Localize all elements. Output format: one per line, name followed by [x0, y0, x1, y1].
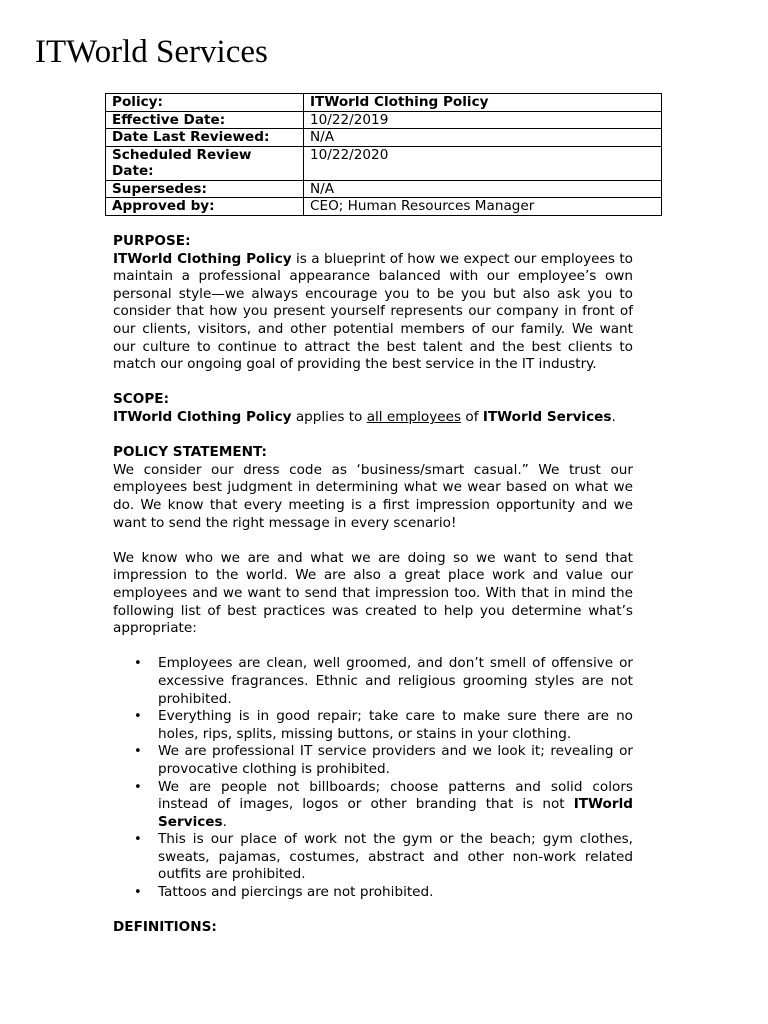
list-item-text: Everything is in good repair; take care to make sure there are no holes, rips, splits, missing buttons, or stains in your clothing. [158, 708, 633, 742]
scope-lead: ITWorld Clothing Policy [113, 409, 292, 426]
scope-heading: SCOPE: [113, 391, 170, 408]
policy-info-table [105, 93, 662, 216]
table-row [106, 129, 662, 147]
row-value: 10/22/2020 [304, 146, 662, 180]
bullet-icon: • [134, 656, 142, 672]
policy-statement-section [113, 444, 633, 638]
scope-paragraph [113, 409, 633, 427]
list-item [134, 655, 633, 708]
scope-section [113, 391, 633, 426]
list-item [134, 743, 633, 778]
row-label: Policy: [106, 94, 304, 112]
list-item [134, 778, 633, 832]
row-value: N/A [304, 129, 662, 147]
policy-statement-paragraph-2: We know who we are and what we are doing so we want to send that impression to the world. We are also a great place work and value our employees and we want to send that impression too. With that in mind the following list of best practices was created to help you determine what’s appropriate: [113, 549, 633, 637]
purpose-lead: ITWorld Clothing Policy [113, 250, 292, 267]
policy-document [113, 93, 633, 937]
row-label: Approved by: [106, 198, 304, 216]
table-row [106, 146, 662, 180]
row-label: Effective Date: [106, 111, 304, 129]
row-label: Date Last Reviewed: [106, 129, 304, 147]
scope-text: of [461, 409, 483, 426]
row-value [304, 94, 662, 112]
purpose-paragraph [113, 251, 633, 374]
list-item [134, 884, 633, 902]
table-row [106, 180, 662, 198]
row-label: Scheduled Review Date: [106, 146, 304, 180]
scope-text: . [611, 409, 616, 426]
policy-statement-paragraph-1: We consider our dress code as ‘business/smart casual.” We trust our employees best judgment in determining what we wear based on what we do. We know that every meeting is a first impression opportunity and we want to send the right message in every scenario! [113, 461, 633, 531]
scope-company: ITWorld Services [482, 409, 612, 426]
bullet-icon: • [134, 779, 142, 795]
best-practices-list [113, 655, 633, 901]
row-value: 10/22/2019 [304, 111, 662, 129]
table-row [106, 94, 662, 112]
list-item-company: ITWorld Services [158, 796, 633, 830]
bullet-icon: • [134, 709, 142, 725]
row-value: N/A [304, 180, 662, 198]
purpose-section [113, 233, 633, 374]
policy-statement-heading: POLICY STATEMENT: [113, 444, 267, 461]
list-item [134, 708, 633, 743]
row-label: Supersedes: [106, 180, 304, 198]
list-item-text: . [222, 813, 227, 830]
table-row [106, 198, 662, 216]
list-item [134, 831, 633, 884]
scope-underlined: all employees [366, 409, 462, 426]
company-title: ITWorld Services [35, 34, 268, 70]
bullet-icon: • [134, 744, 142, 760]
table-row [106, 111, 662, 129]
row-value: CEO; Human Resources Manager [304, 198, 662, 216]
list-item-text: Tattoos and piercings are not prohibited. [158, 884, 434, 901]
definitions-heading: DEFINITIONS: [113, 919, 217, 936]
bullet-icon: • [134, 885, 142, 901]
list-item-text: We are people not billboards; choose patterns and solid colors instead of images, logos or other branding that is not [158, 778, 633, 813]
bullet-icon: • [134, 832, 142, 848]
list-item-text: This is our place of work not the gym or the beach; gym clothes, sweats, pajamas, costumes, abstract and other non-work related outfits are prohibited. [158, 831, 633, 883]
list-item-text: We are professional IT service providers and we look it; revealing or provocative clothing is prohibited. [158, 743, 633, 777]
purpose-heading: PURPOSE: [113, 233, 191, 250]
policy-name: ITWorld Clothing Policy [310, 94, 489, 110]
list-item-text: Employees are clean, well groomed, and don’t smell of offensive or excessive fragrances. Ethnic and religious grooming styles are not prohibited. [158, 655, 633, 707]
scope-text: applies to [291, 409, 367, 426]
purpose-body: is a blueprint of how we expect our employees to maintain a professional appearance balanced with our employee’s own personal style—we always encourage you to be you but also ask you to consider that how you present yourself represents our company in front of our clients, visitors, and other potential members of our family. We want our culture to continue to attract the best talent and the best clients to match our ongoing goal of providing the best service in the IT industry. [113, 250, 633, 373]
